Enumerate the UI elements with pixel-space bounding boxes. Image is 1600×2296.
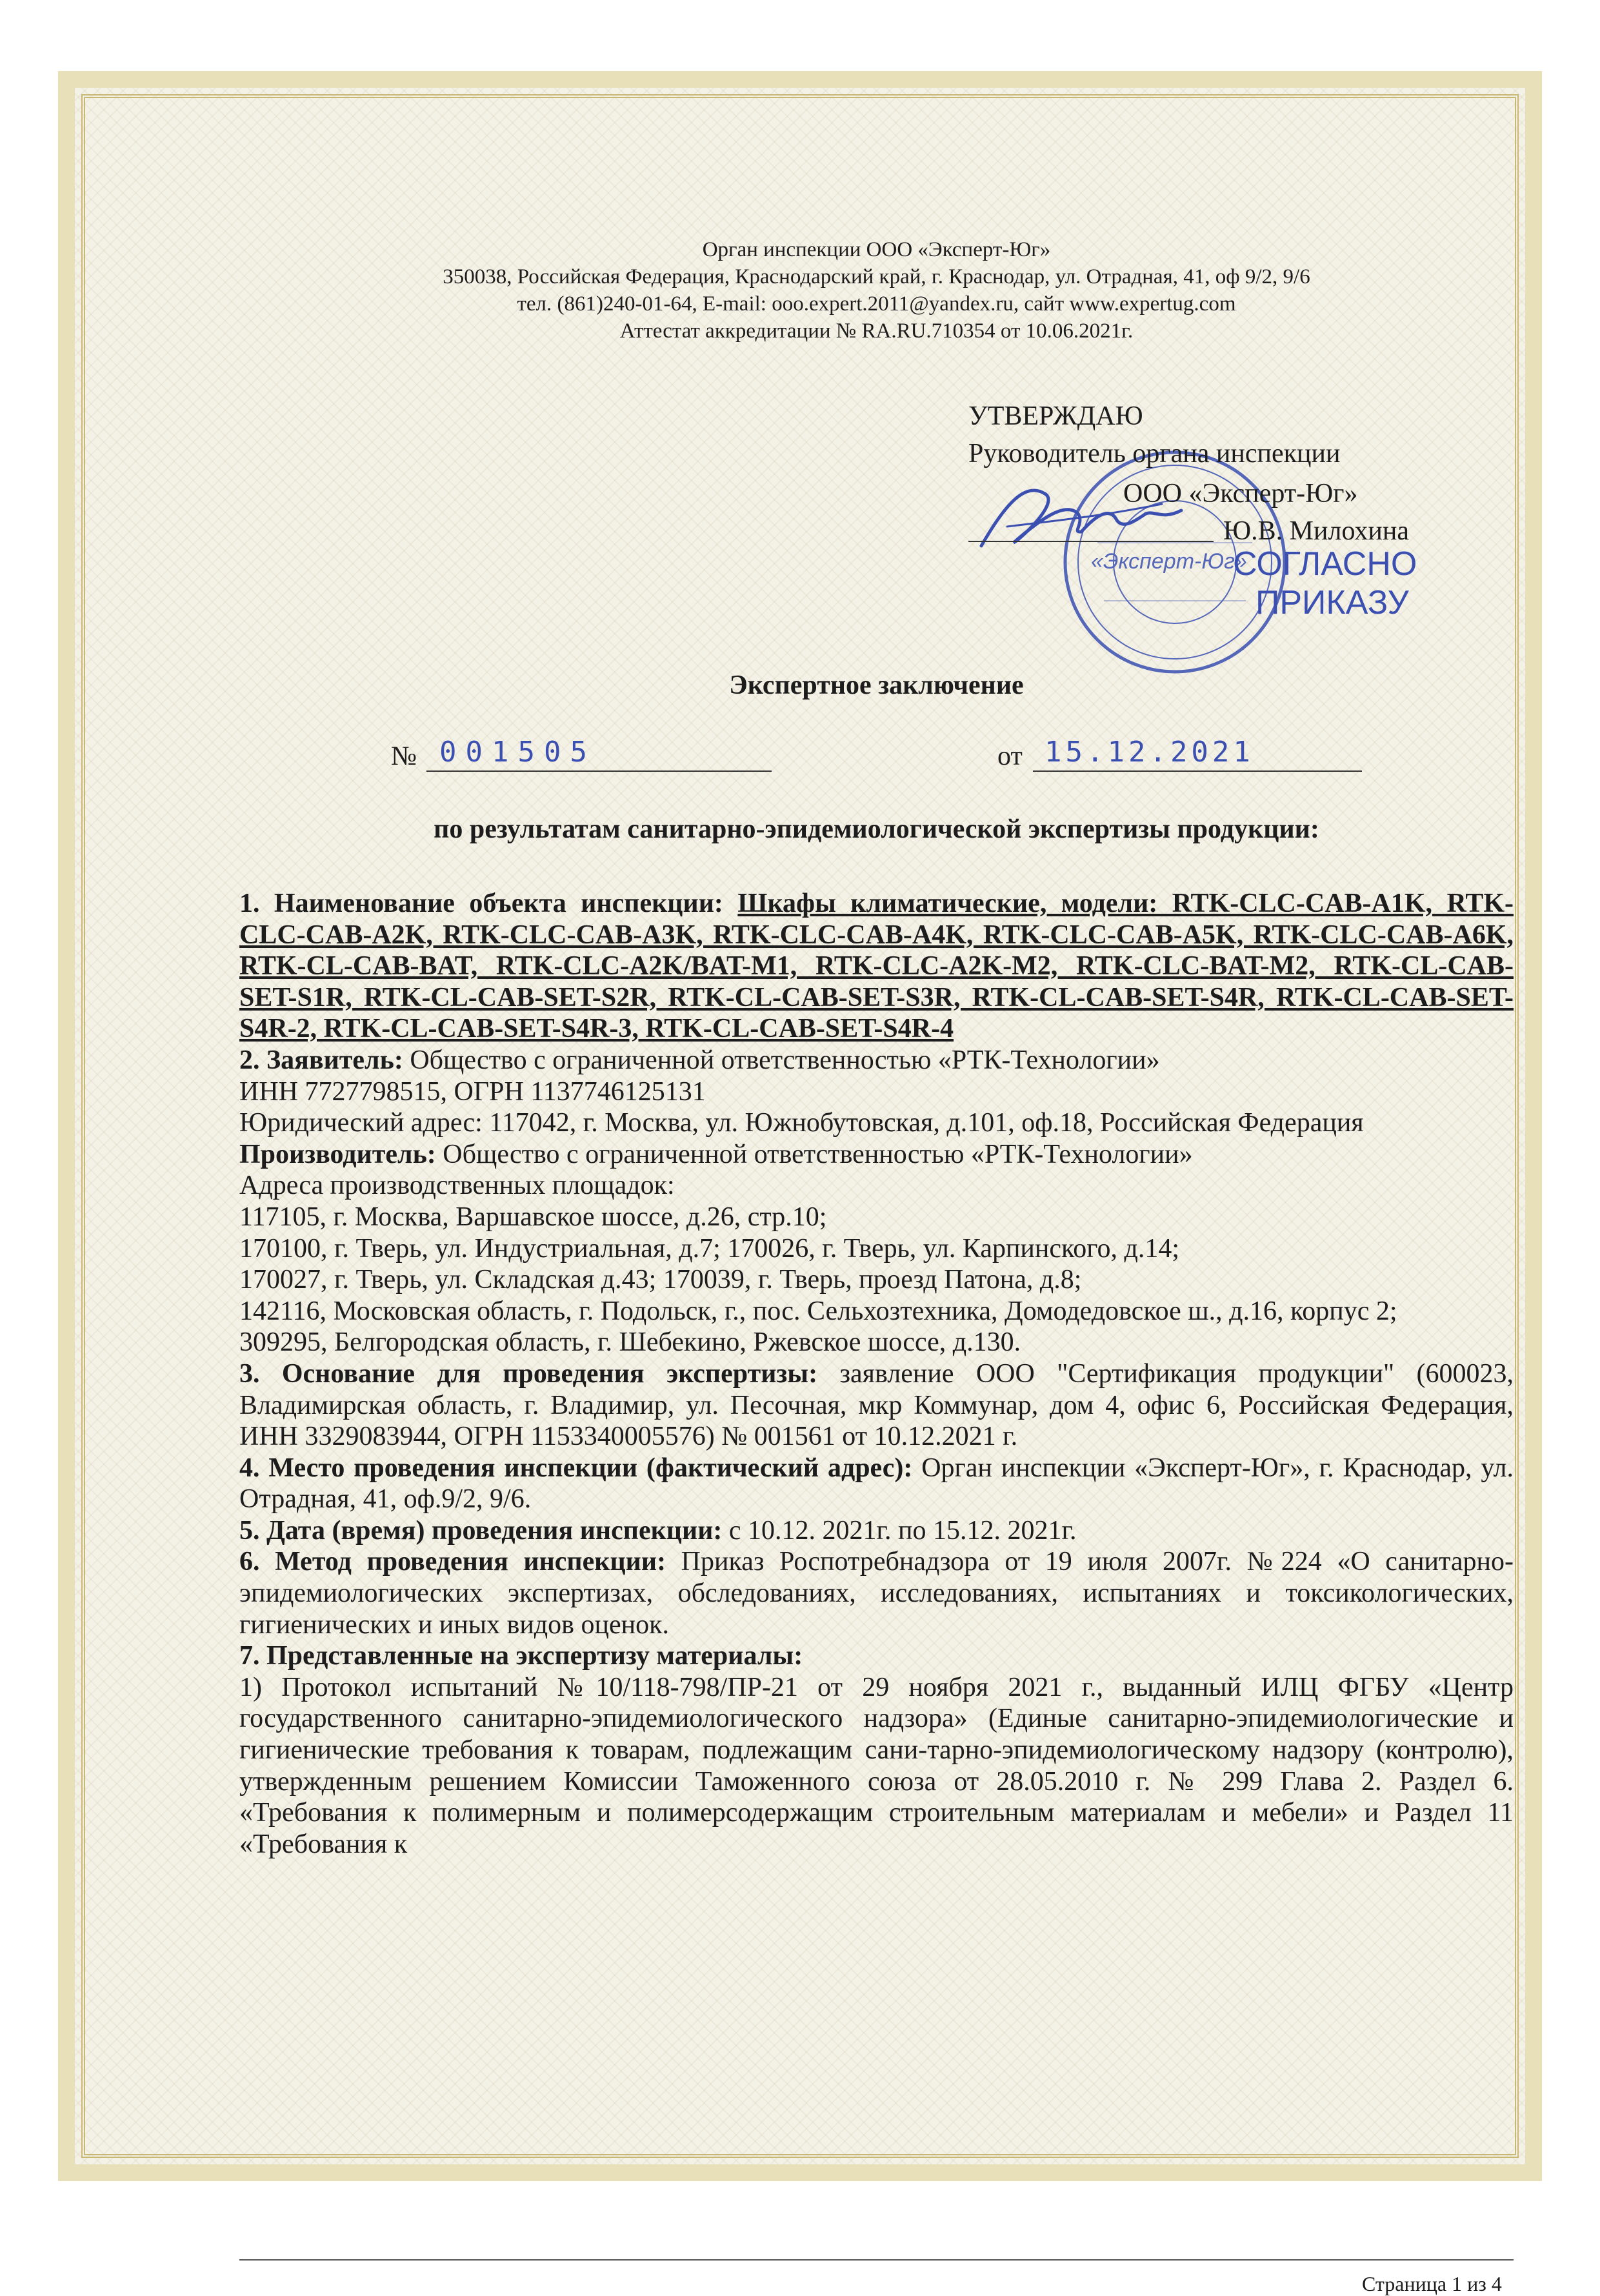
svg-text:СОГЛАСНО: СОГЛАСНО [1233,545,1417,583]
document-number: 001505 [439,736,596,769]
document-date-field [1033,733,1362,772]
section-5: 5. Дата (время) проведения инспекции: с 10.12. 2021г. по 15.12. 2021г. [239,1515,1077,1546]
certificate-sheet [58,71,1542,2295]
document-header [239,236,1514,345]
approve-heading: УТВЕРЖДАЮ [968,401,1143,431]
document-content [239,888,1514,1860]
stamp-ring-text: «Эксперт-Юг» [1091,549,1247,574]
section-7: 7. Представленные на экспертизу материалы: [239,1641,803,1671]
manufacturer: Производитель: Общество с ограниченной ответственностью «РТК-Технологии» [239,1139,1193,1169]
header-accreditation: Аттестат аккредитации № RA.RU.710354 от 10.06.2021г. [619,319,1134,343]
section-3: 3. Основание для проведения экспертизы: заявление ООО "Сертификация продукции" (600023, Владимирская область, г. Владимир, ул. Песочная, мкр Коммунар, дом 4, офис 6, Российская Федерация, ИНН 3329083944, ОГРН 1153340005576) № 001561 от 10.12.2021 г. [239,1358,1514,1452]
document-number-field [426,733,772,772]
document-title: Экспертное заключение [729,670,1024,700]
footer-divider [239,2259,1514,2261]
header-address: 350038, Российская Федерация, Краснодарский край, г. Краснодар, ул. Отрадная, 41, оф 9/2, 9/6 [443,265,1310,288]
header-contacts: тел. (861)240-01-64, E-mail: ooo.expert.2011@yandex.ru, сайт www.expertug.com [517,292,1236,316]
applicant-address: Юридический адрес: 117042, г. Москва, ул. Южнобутовская, д.101, оф.18, Российская Федерация [239,1108,1364,1138]
header-org: Орган инспекции ООО «Эксперт-Юг» [702,238,1051,261]
section-2: 2. Заявитель: Общество с ограниченной ответственностью «РТК-Технологии» [239,1045,1160,1075]
section-6: 6. Метод проведения инспекции: Приказ Роспотребнадзора от 19 июля 2007г. №224 «О санитарно-эпидемиологических экспертизах, обследованиях, исследованиях, испытаниях и токсикологических, гигиенических и иных видов оценок. [239,1547,1514,1640]
number-date-row [239,733,1514,772]
date-label: от [997,741,1023,771]
site-1: 117105, г. Москва, Варшавское шоссе, д.26, стр.10; [239,1202,827,1232]
number-label: № [391,741,417,771]
page-body [239,236,1514,2295]
site-5: 309295, Белгородская область, г. Шебекино, Ржевское шоссе, д.130. [239,1327,1021,1358]
approver-org: ООО «Эксперт-Юг» [1123,479,1358,509]
approver-name: Ю.В. Милохина [1223,516,1410,546]
document-date: 15.12.2021 [1045,736,1254,769]
approval-block [968,398,1517,630]
section-4: 4. Место проведения инспекции (фактический адрес): Орган инспекции «Эксперт-Юг», г. Краснодар, ул. Отрадная, 41, оф.9/2, 9/6. [239,1453,1514,1515]
site-3: 170027, г. Тверь, ул. Складская д.43; 170039, г. Тверь, проезд Патона, д.8; [239,1265,1082,1295]
signature-line [968,541,1214,542]
approver-position: Руководитель органа инспекции [968,439,1341,468]
site-4: 142116, Московская область, г. Подольск, г., пос. Сельхозтехника, Домодедовское ш., д.16, корпус 2; [239,1296,1397,1326]
applicant-ids: ИНН 7727798515, ОГРН 1137746125131 [239,1076,706,1107]
section-1: 1. Наименование объекта инспекции: Шкафы климатические, модели: RTK-CLC-CAB-A1K, RTK-CLC-CAB-A2K, RTK-CLC-CAB-A3K, RTK-CLC-CAB-A4K, RTK-CLC-CAB-A5K, RTK-CLC-CAB-A6K, RTK-CL-CAB-BAT, RTK-CLC-A2K/BAT-M1, RTK-CLC-A2K-M2, RTK-CLC-BAT-M2, RTK-CL-CAB-SET-S1R, RTK-CL-CAB-SET-S2R, RTK-CL-CAB-SET-S3R, RTK-CL-CAB-SET-S4R, RTK-CL-CAB-SET-S4R-2, RTK-CL-CAB-SET-S4R-3, RTK-CL-CAB-SET-S4R-4 [239,889,1514,1044]
agreed-stamp-icon [1220,539,1426,630]
document-subtitle: по результатам санитарно-эпидемиологической экспертизы продукции: [434,814,1319,844]
section-7-item-1: 1) Протокол испытаний №10/118-798/ПР-21 от 29 ноября 2021 г., выданный ИЛЦ ФГБУ «Центр государственного санитарно-эпидемиологического надзора» (Единые санитарно-эпидемиологические и гигиенические требования к товарам, подлежащим сани-тарно-эпидемиологическому надзору (контролю), утвержденным решением Комиссии Таможенного союза от 28.05.2010 г. № 299 Глава 2. Раздел 6. «Требования к полимерным и полимерсодержащим строительным материалам и мебели» и Раздел 11 «Требования к [239,1672,1514,1859]
site-2: 170100, г. Тверь, ул. Индустриальная, д.7; 170026, г. Тверь, ул. Карпинского, д.14; [239,1233,1180,1264]
page-counter: Страница 1 из 4 [1362,2272,1502,2295]
sites-label: Адреса производственных площадок: [239,1171,675,1201]
svg-text:ПРИКАЗУ: ПРИКАЗУ [1255,584,1409,621]
